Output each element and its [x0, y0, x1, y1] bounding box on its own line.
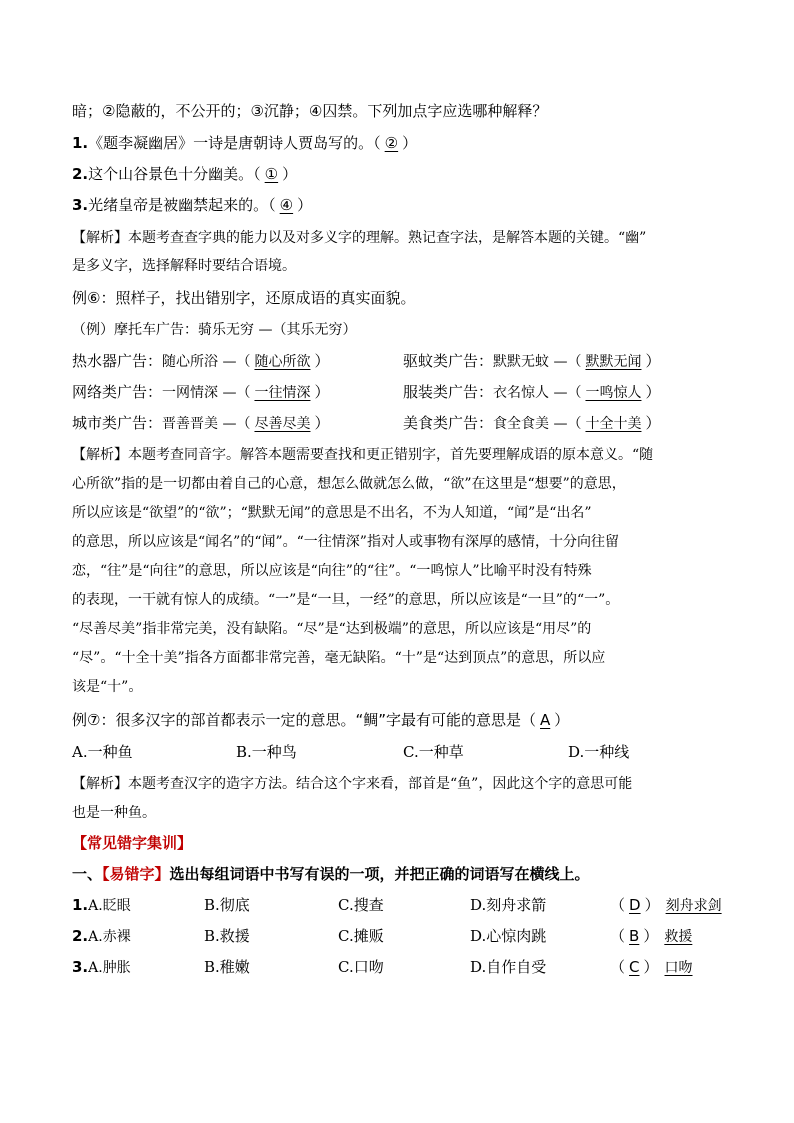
corrected-word: 口吻 [664, 960, 693, 976]
ad-wrong: 食全食美 —（ [493, 416, 582, 432]
intro-line: 暗；②隐蔽的，不公开的；③沉静；④囚禁。下列加点字应选哪种解释？ [72, 102, 548, 120]
ex7-close: ） [554, 711, 570, 729]
item-text: 这个山谷景色十分幽美。（ [88, 165, 261, 183]
ad-wrong: 随心所浴 —（ [162, 354, 251, 370]
answer-letter: B [629, 927, 640, 945]
task1-prefix: 一、 [72, 865, 103, 883]
option-c: C.搜查 [338, 896, 384, 914]
ex7-analysis-line: 也是一种鱼。 [72, 805, 156, 821]
task1-text: 选出每组词语中书写有误的一项，并把正确的词语写在横线上。 [169, 865, 590, 883]
ad-correct: 尽善尽美 [254, 416, 311, 432]
ex5-item-1 [72, 133, 417, 153]
ex6-analysis-line: 的表现，一干就有惊人的成绩。“一”是“一旦，一经”的意思，所以应该是“一旦”的“一”。 [72, 592, 620, 608]
section-heading: 【常见错字集训】 [72, 834, 193, 852]
item-number: 2. [72, 165, 89, 183]
ex6-analysis-line: “尽”。“十全十美”指各方面都非常完善，毫无缺陷。“十”是“达到顶点”的意思，所以应 [72, 650, 606, 666]
option-a: A.眨眼 [88, 898, 131, 914]
ad-label: 服装类广告： [403, 383, 494, 401]
ex7-title [72, 710, 569, 730]
ad-label: 热水器广告： [72, 352, 163, 370]
ex5-analysis-line: 【解析】本题考查查字典的能力以及对多义字的理解。熟记查字法，是解答本题的关键。“幽” [72, 230, 647, 246]
ex6-analysis-line: 心所欲”指的是一切都由着自己的心意，想怎么做就怎么做，“欲”在这里是“想要”的意思， [72, 476, 626, 492]
answer-cell [610, 926, 692, 947]
ex6-right-cell [403, 382, 660, 403]
option-c: C.口吻 [338, 958, 384, 976]
ex7-option-c: C.一种草 [403, 743, 464, 761]
option-c: C.摊贩 [338, 927, 384, 945]
close-paren: ） [643, 958, 659, 976]
ad-correct: 十全十美 [585, 416, 642, 432]
task1-row-3 [72, 957, 131, 978]
task1-row-2 [72, 926, 131, 947]
ex6-analysis-line: 恋，“往”是“向往”的意思，所以应该是“向往”的“往”。“一鸣惊人”比喻平时没有特殊 [72, 563, 592, 579]
option-a: A.赤裸 [88, 929, 131, 945]
open-paren: （ [610, 896, 626, 914]
ad-label: 城市类广告： [72, 414, 163, 432]
item-number: 1. [72, 134, 89, 152]
ex5-analysis-line: 是多义字，选择解释时要结合语境。 [72, 258, 296, 274]
close-paren: ） [644, 896, 660, 914]
ad-wrong: 一网情深 —（ [162, 385, 251, 401]
close-paren: ） [645, 414, 661, 432]
ex7-question: 例⑦：很多汉字的部首都表示一定的意思。“鲷”字最有可能的意思是（ [72, 711, 536, 729]
task1-tag: 【易错字】 [102, 865, 170, 883]
ex6-title: 例⑥：照样子，找出错别字，还原成语的真实面貌。 [72, 289, 416, 307]
ad-correct: 一往情深 [254, 385, 311, 401]
option-d: D.自作自受 [470, 958, 547, 976]
task1-row-1 [72, 895, 131, 916]
item-text: 光绪皇帝是被幽禁起来的。（ [88, 196, 276, 214]
option-b: B.救援 [204, 927, 250, 945]
ex7-option-d: D.一种线 [568, 743, 630, 761]
option-b: B.彻底 [204, 896, 250, 914]
ex6-analysis-line: 所以应该是“欲望”的“欲”；“默默无闻”的意思是不出名，不为人知道，“闻”是“出名” [72, 505, 592, 521]
ad-wrong: 默默无蚊 —（ [493, 354, 582, 370]
item-number: 3. [72, 196, 89, 214]
close-paren: ） [643, 927, 659, 945]
ex6-right-cell [403, 413, 660, 434]
ad-label: 驱蚊类广告： [403, 352, 494, 370]
corrected-word: 救援 [664, 929, 693, 945]
ad-correct: 默默无闻 [585, 354, 642, 370]
close-paren: ） [645, 383, 661, 401]
answer-letter: C [629, 958, 640, 976]
ex6-analysis-line: “尽善尽美”指非常完美，没有缺陷。“尽”是“达到极端”的意思，所以应该是“用尽”的 [72, 621, 592, 637]
item-answer: ② [384, 134, 399, 152]
ad-correct: 随心所欲 [254, 354, 311, 370]
ex5-item-3 [72, 195, 312, 215]
option-d: D.刻舟求箭 [470, 896, 547, 914]
answer-cell [610, 957, 693, 978]
ad-wrong: 晋善晋美 —（ [162, 416, 251, 432]
item-close: ） [282, 165, 298, 183]
ad-label: 网络类广告： [72, 383, 163, 401]
ex6-analysis-line: 【解析】本题考查同音字。解答本题需要查找和更正错别字，首先要理解成语的原本意义。“随 [72, 447, 654, 463]
ex6-left-cell [72, 413, 329, 434]
item-answer: ① [264, 165, 279, 183]
ad-wrong: 衣名惊人 —（ [493, 385, 582, 401]
ex7-option-a: A.一种鱼 [72, 743, 133, 761]
row-number: 1. [72, 896, 89, 914]
close-paren: ） [314, 352, 330, 370]
item-close: ） [297, 196, 313, 214]
ex6-example: （例）摩托车广告：骑乐无穷 —（其乐无穷） [72, 322, 357, 338]
ex6-analysis-line: 该是“十”。 [72, 679, 143, 695]
ex5-item-2 [72, 164, 297, 184]
option-a: A.肿胀 [88, 960, 131, 976]
ex7-answer: A [540, 711, 551, 729]
row-number: 3. [72, 958, 89, 976]
ex6-right-cell [403, 351, 660, 372]
ex6-left-cell [72, 351, 329, 372]
option-b: B.稚嫩 [204, 958, 250, 976]
ad-label: 美食类广告： [403, 414, 494, 432]
option-d: D.心惊肉跳 [470, 927, 547, 945]
ad-correct: 一鸣惊人 [585, 385, 642, 401]
close-paren: ） [645, 352, 661, 370]
ex6-left-cell [72, 382, 329, 403]
ex7-analysis-line: 【解析】本题考查汉字的造字方法。结合这个字来看，部首是“鱼”，因此这个字的意思可能 [72, 776, 633, 792]
row-number: 2. [72, 927, 89, 945]
open-paren: （ [610, 958, 626, 976]
answer-letter: D [629, 896, 641, 914]
ex6-analysis-line: 的意思，所以应该是“闻名”的“闻”。“一往情深”指对人或事物有深厚的感情，十分向往留 [72, 534, 619, 550]
item-text: 《题李凝幽居》一诗是唐朝诗人贾岛写的。（ [88, 134, 381, 152]
close-paren: ） [314, 414, 330, 432]
close-paren: ） [314, 383, 330, 401]
open-paren: （ [610, 927, 626, 945]
ex7-option-b: B.一种鸟 [236, 743, 297, 761]
task1-instruction [72, 864, 590, 884]
corrected-word: 刻舟求剑 [665, 898, 722, 914]
item-answer: ④ [279, 196, 294, 214]
answer-cell [610, 895, 722, 916]
item-close: ） [402, 134, 418, 152]
